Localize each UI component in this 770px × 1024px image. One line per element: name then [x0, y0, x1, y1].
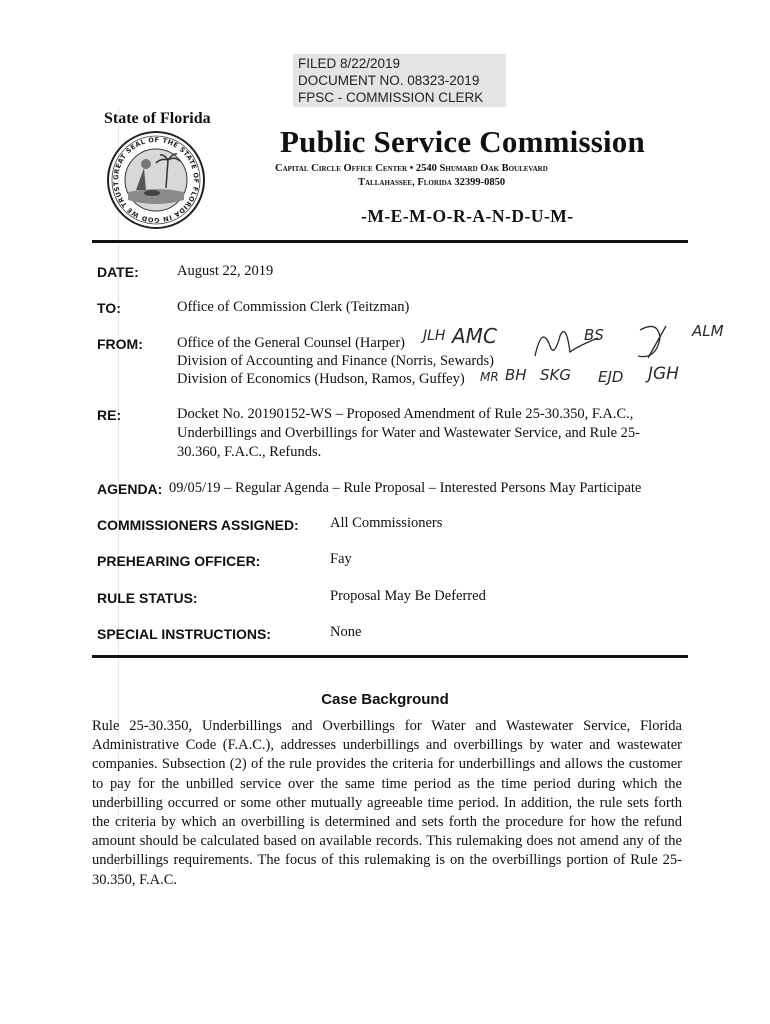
- from-line-2: Division of Accounting and Finance (Norris, Sewards): [177, 353, 494, 369]
- initials-skg: SKG: [540, 366, 571, 384]
- commissioners-label: COMMISSIONERS ASSIGNED:: [97, 517, 299, 533]
- seal-text: GREAT SEAL OF THE STATE OF FLORIDA IN GOD WE TRUST: [111, 135, 201, 225]
- re-line-1: Docket No. 20190152-WS – Proposed Amendment of Rule 25-30.350, F.A.C.,: [177, 406, 634, 422]
- stamp-filed-date: FILED 8/22/2019: [298, 56, 401, 71]
- date-label: DATE:: [97, 264, 139, 280]
- to-label: TO:: [97, 300, 121, 316]
- address-line-2: Tallahassee, Florida 32399-0850: [358, 177, 506, 188]
- initials-ejd: EJD: [598, 368, 624, 386]
- date-value: August 22, 2019: [177, 263, 274, 279]
- stamp-document-number: DOCUMENT NO. 08323-2019: [298, 73, 480, 88]
- re-label: RE:: [97, 407, 122, 423]
- case-background-paragraph: Rule 25-30.350, Underbillings and Overbillings for Water and Wastewater Service, Florida Administrative Code (F.A.C.), addresses underbillings and overbillings by water and wastewater companies. Subsection (2) of the rule provides the criteria for underbillings and allows the customer to pay for the unbilled service over the same time period as the time period during which the underbilling occurred or some other mutually agreeable time period. In addition, the rule sets forth the criteria by which an overbilling is determined and sets forth the procedure for how the refund amount should be calculated based on available records. This rulemaking does not amend any of the underbillings requirements. The focus of this rulemaking is on the overbillings portion of Rule 25-30.350, F.A.C.: [92, 718, 682, 888]
- rule-status-value: Proposal May Be Deferred: [330, 588, 486, 604]
- initials-bh: BH: [505, 366, 527, 384]
- commissioners-value: All Commissioners: [330, 515, 443, 531]
- agenda-label: AGENDA:: [97, 481, 163, 497]
- stamp-clerk: FPSC - COMMISSION CLERK: [298, 90, 484, 105]
- from-label: FROM:: [97, 336, 143, 352]
- address-line-1: Capital Circle Office Center • 2540 Shumard Oak Boulevard: [275, 163, 548, 174]
- memorandum-title: -M-E-M-O-R-A-N-D-U-M-: [361, 206, 574, 226]
- case-background-heading: Case Background: [321, 691, 449, 708]
- initials-amc: AMC: [452, 324, 497, 348]
- filing-stamp: [293, 54, 506, 107]
- to-value: Office of Commission Clerk (Teitzman): [177, 299, 410, 315]
- special-instructions-value: None: [330, 624, 362, 640]
- initials-mr: MR: [480, 370, 499, 384]
- initials-jgh: JGH: [648, 364, 679, 384]
- special-instructions-label: SPECIAL INSTRUCTIONS:: [97, 626, 271, 642]
- header-divider: [92, 240, 688, 243]
- agenda-value: 09/05/19 – Regular Agenda – Rule Proposal – Interested Persons May Participate: [169, 480, 642, 496]
- initials-bs: BS: [584, 326, 604, 344]
- prehearing-label: PREHEARING OFFICER:: [97, 553, 261, 569]
- initials-jlh: JLH: [423, 328, 446, 344]
- state-seal-icon: [106, 130, 206, 230]
- from-line-3: Division of Economics (Hudson, Ramos, Guffey): [177, 371, 465, 387]
- fields-divider: [92, 655, 688, 658]
- state-label: State of Florida: [104, 110, 211, 127]
- from-line-1: Office of the General Counsel (Harper): [177, 335, 406, 351]
- rule-status-label: RULE STATUS:: [97, 590, 198, 606]
- prehearing-value: Fay: [330, 551, 352, 567]
- re-line-3: 30.360, F.A.C., Refunds.: [177, 444, 322, 460]
- commission-title: Public Service Commission: [280, 124, 645, 159]
- initials-alm: ALM: [692, 322, 724, 340]
- re-line-2: Underbillings and Overbillings for Water and Wastewater Service, and Rule 25-: [177, 425, 641, 441]
